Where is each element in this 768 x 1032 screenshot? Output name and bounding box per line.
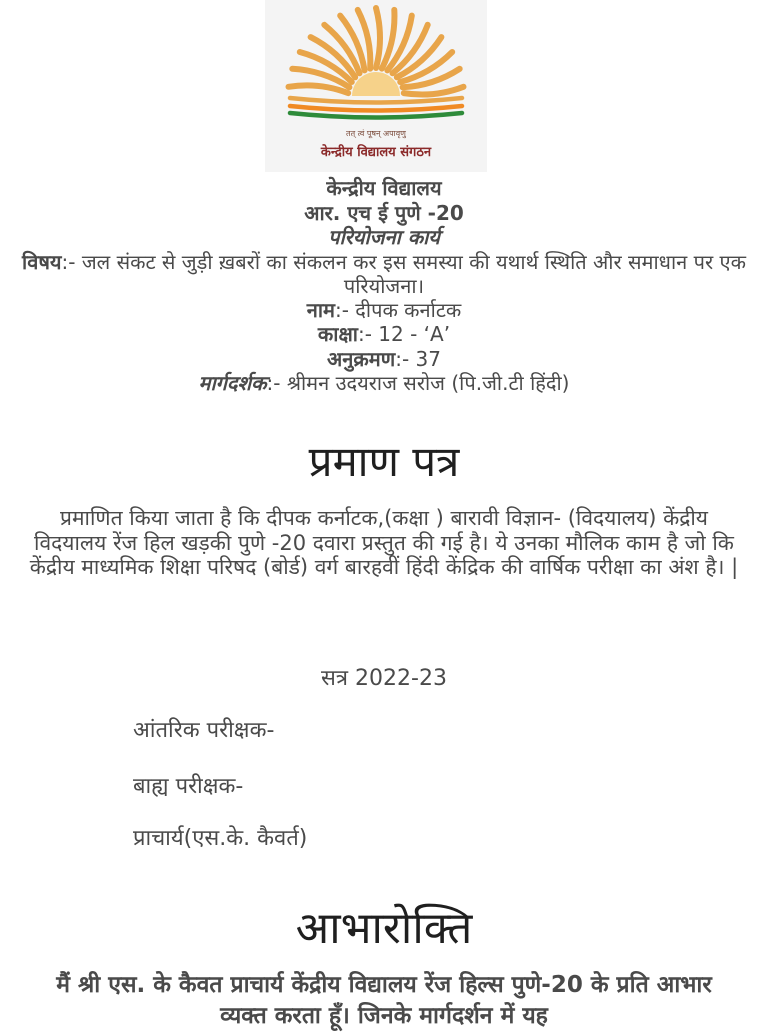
sun-ray bbox=[289, 85, 349, 93]
project-heading: परियोजना कार्य bbox=[328, 225, 440, 249]
session-year: सत्र 2022-23 bbox=[321, 666, 447, 691]
class-label: काक्षा bbox=[317, 322, 358, 346]
class-line bbox=[20, 322, 748, 347]
rising-sun-emblem bbox=[265, 0, 487, 128]
name-value: :- दीपक कर्नाटक bbox=[334, 297, 462, 322]
guide-line bbox=[20, 371, 748, 396]
school-location: आर. एच ई पुणे -20 bbox=[304, 200, 464, 225]
roll-value: :- 37 bbox=[395, 346, 441, 371]
logo-motto: तत् त्वं पूषन् अपावृणु bbox=[346, 129, 406, 138]
guide-value: :- श्रीमन उदयराज सरोज (पि.जी.टी हिंदी) bbox=[266, 371, 570, 395]
class-value: :- 12 - ‘A’ bbox=[357, 322, 451, 346]
school-name: केन्द्रीय विद्यालय bbox=[326, 176, 442, 200]
guide-label: मार्गदर्शक bbox=[198, 371, 267, 395]
external-examiner: बाह्य परीक्षक- bbox=[133, 774, 244, 799]
acknowledgement-body: मैं श्री एस. के कैवत प्राचार्य केंद्रीय विद्यालय रेंज हिल्स पुणे-20 के प्रति आभार व्यक्त करता हूँ। जिनके मार्गदर्शन में यह bbox=[56, 972, 712, 1029]
roll-line bbox=[20, 347, 748, 372]
subject-line bbox=[20, 250, 748, 298]
kvs-logo bbox=[265, 0, 487, 172]
subject-label: विषय bbox=[22, 249, 62, 274]
horizon-band bbox=[290, 113, 462, 118]
principal-line: प्राचार्य(एस.के. कैवर्त) bbox=[133, 826, 308, 851]
roll-label: अनुक्रमण bbox=[327, 346, 396, 371]
logo-org-name: केन्द्रीय विद्यालय संगठन bbox=[320, 145, 432, 160]
internal-examiner: आंतरिक परीक्षक- bbox=[133, 718, 275, 743]
student-name-line bbox=[20, 298, 748, 323]
certificate-title: प्रमाण पत्र bbox=[308, 437, 460, 486]
certificate-body: प्रमाणित किया जाता है कि दीपक कर्नाटक,(कक्षा ) बारावी विज्ञान- (विदयालय) केंद्रीय विदयालय रेंज हिल खड़की पुणे -20 दवारा प्रस्तुत की गई है। ये उनका मौलिक काम है जो कि केंद्रीय माध्यमिक शिक्षा परिषद (बोर्ड) वर्ग बारहवीं हिंदी केंद्रिक की वार्षिक परीक्षा का अंश है। | bbox=[29, 506, 739, 579]
sun-ray bbox=[376, 8, 380, 68]
acknowledgement-title: आभारोक्ति bbox=[295, 903, 473, 954]
subject-text: :- जल संकट से जुड़ी ख़बरों का संकलन कर इस समस्या की यथार्थ स्थिति और समाधान पर एक परियोजना। bbox=[61, 249, 746, 298]
name-label: नाम bbox=[306, 297, 335, 322]
horizon-band bbox=[290, 106, 462, 111]
project-header bbox=[20, 176, 748, 396]
horizon-band bbox=[290, 98, 462, 103]
